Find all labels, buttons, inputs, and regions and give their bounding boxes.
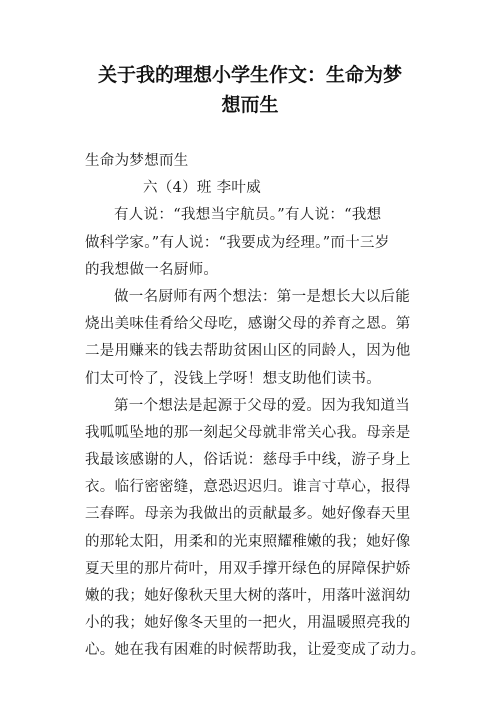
paragraph-3-line-9: 小的我；她好像冬天里的一把火，用温暖照亮我的	[85, 615, 411, 632]
title-line-1: 关于我的理想小学生作文：生命为梦	[97, 64, 402, 86]
paragraph-1-line-2: 做科学家。”有人说：“我要成为经理。”而十三岁	[85, 234, 390, 251]
paragraph-3-line-8: 嫩的我；她好像秋天里大树的落叶，用落叶滋润幼	[85, 588, 411, 604]
paragraph-3-line-10: 心。她在我有困难的时候帮助我，让爱变成了动力。	[85, 642, 426, 659]
paragraph-1-line-1: 有人说：“我想当宇航员。”有人说：“我想	[114, 207, 382, 224]
paragraph-2-line-3: 二是用赚来的钱去帮助贫困山区的同龄人，因为他	[85, 343, 411, 360]
paragraph-3-line-4: 衣。临行密密缝，意恐迟迟归。谁言寸草心，报得	[85, 479, 411, 496]
title-line-2: 想而生	[221, 94, 279, 116]
paragraph-3-line-3: 我最该感谢的人，俗话说：慈母手中线，游子身上	[85, 452, 411, 469]
essay-body	[85, 148, 425, 665]
document-title	[70, 60, 430, 120]
paragraph-1-line-3: 的我想做一名厨师。	[85, 261, 219, 278]
paragraph-3-line-2: 我呱呱坠地的那一刻起父母就非常关心我。母亲是	[85, 424, 411, 441]
paragraph-3-line-6: 的那轮太阳，用柔和的光束照耀稚嫩的我；她好像	[85, 533, 411, 550]
paragraph-3-line-7: 夏天里的那片荷叶，用双手撑开绿色的屏障保护娇	[85, 560, 411, 577]
paragraph-2-line-4: 们太可怜了，没钱上学呀！想支助他们读书。	[85, 370, 381, 387]
author-byline: 六（4）班 李叶威	[143, 180, 262, 197]
paragraph-2-line-2: 烧出美味佳肴给父母吃，感谢父母的养育之恩。第	[85, 316, 411, 333]
paragraph-3-line-5: 三春晖。母亲为我做出的贡献最多。她好像春天里	[85, 506, 411, 523]
paragraph-3-line-1: 第一个想法是起源于父母的爱。因为我知道当	[114, 397, 410, 414]
paragraph-2-line-1: 做一名厨师有两个想法：第一是想长大以后能	[114, 288, 410, 305]
essay-subtitle: 生命为梦想而生	[85, 153, 189, 169]
